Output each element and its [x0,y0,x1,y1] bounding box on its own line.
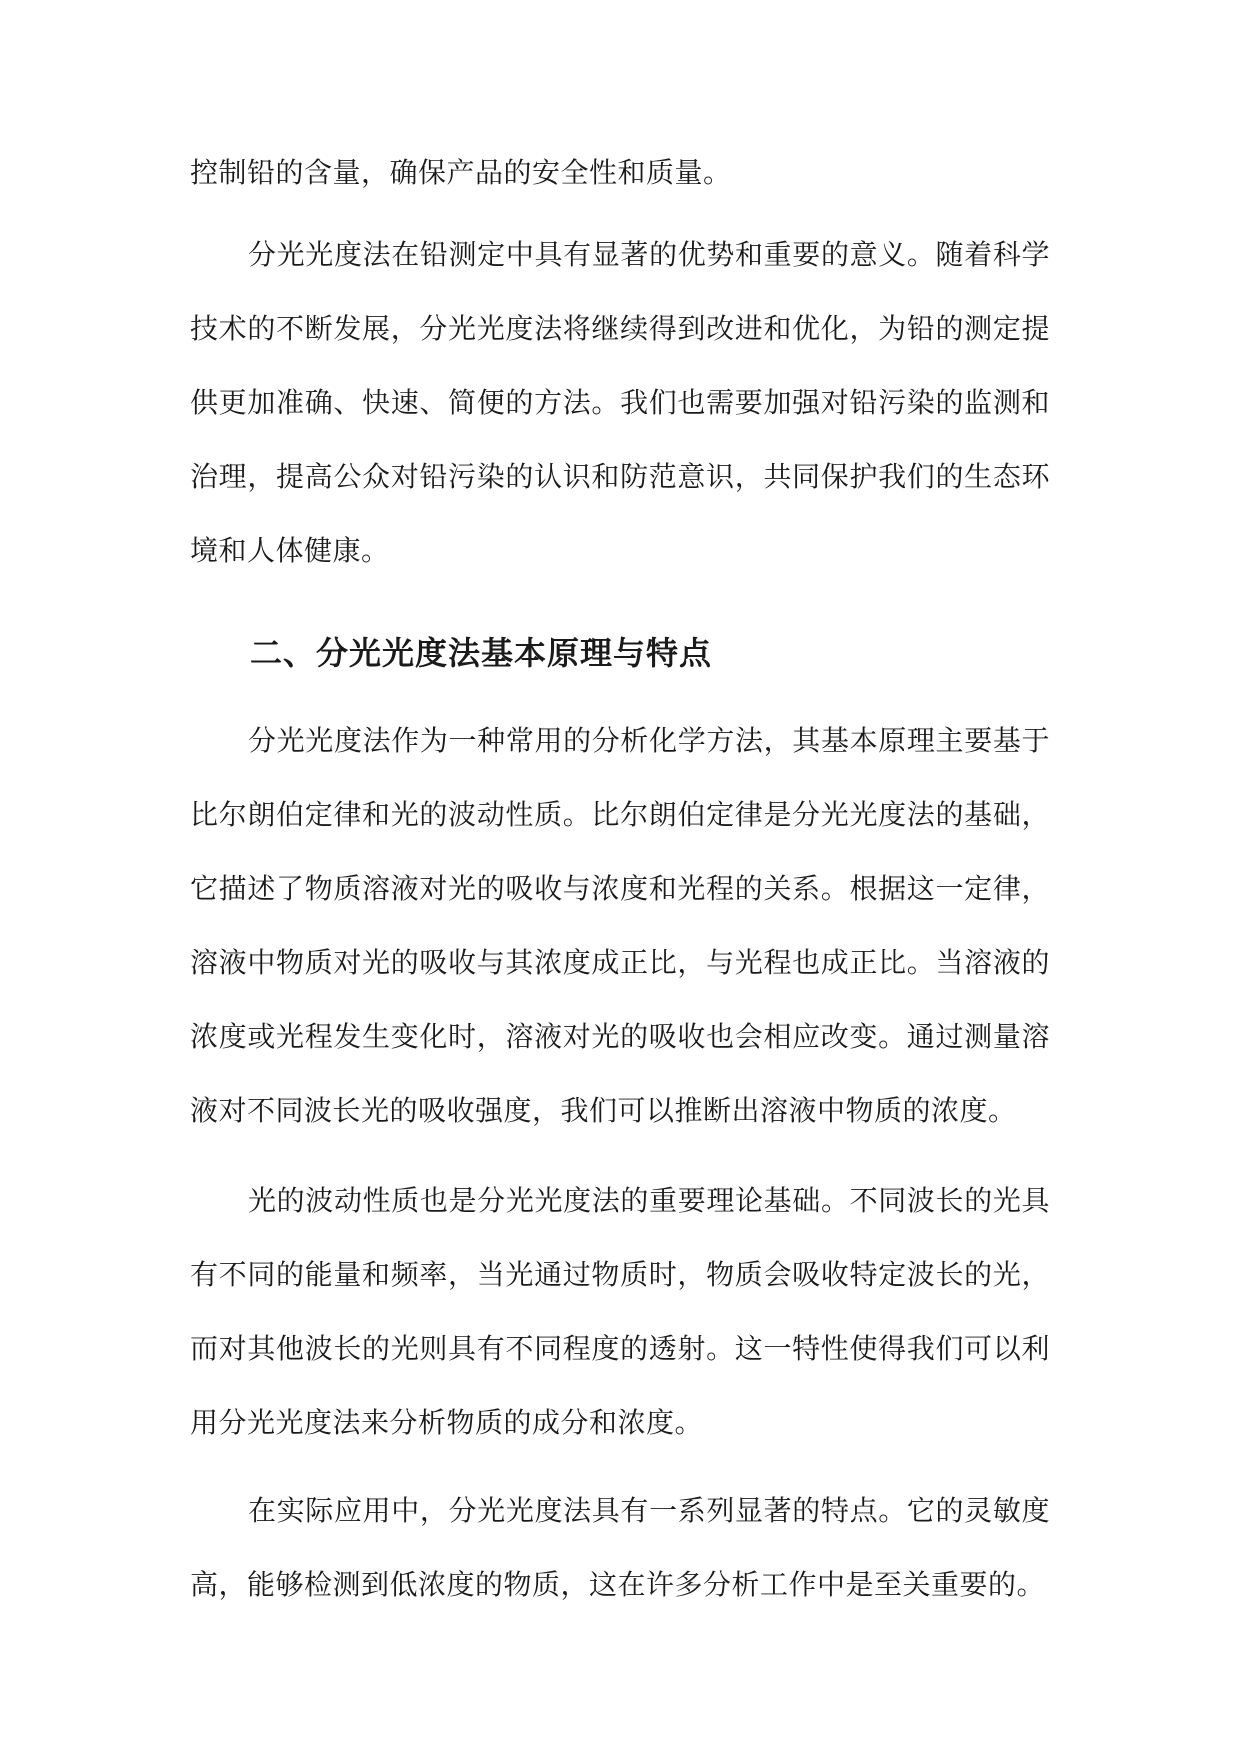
paragraph-continuation: 控制铅的含量，确保产品的安全性和质量。 [190,156,732,189]
section-heading: 二、分光光度法基本原理与特点 [250,634,713,672]
paragraph-wave-nature: 光的波动性质也是分光光度法的重要理论基础。不同波长的光具有不同的能量和频率，当光通过物质时，物质会吸收特定波长的光，而对其他波长的光则具有不同程度的透射。这一特性使得我们可以利用分光光度法来分析物质的成分和浓度。 [190,1184,1050,1439]
paragraph-features: 在实际应用中，分光光度法具有一系列显著的特点。它的灵敏度高，能够检测到低浓度的物质，这在许多分析工作中是至关重要的。 [190,1494,1050,1601]
paragraph-principle: 分光光度法作为一种常用的分析化学方法，其基本原理主要基于比尔朗伯定律和光的波动性质。比尔朗伯定律是分光光度法的基础，它描述了物质溶液对光的吸收与浓度和光程的关系。根据这一定律，溶液中物质对光的吸收与其浓度成正比，与光程也成正比。当溶液的浓度或光程发生变化时，溶液对光的吸收也会相应改变。通过测量溶液对不同波长光的吸收强度，我们可以推断出溶液中物质的浓度。 [190,724,1050,1127]
paragraph-significance: 分光光度法在铅测定中具有显著的优势和重要的意义。随着科学技术的不断发展，分光光度法将继续得到改进和优化，为铅的测定提供更加准确、快速、简便的方法。我们也需要加强对铅污染的监测和治理，提高公众对铅污染的认识和防范意识，共同保护我们的生态环境和人体健康。 [190,238,1050,567]
